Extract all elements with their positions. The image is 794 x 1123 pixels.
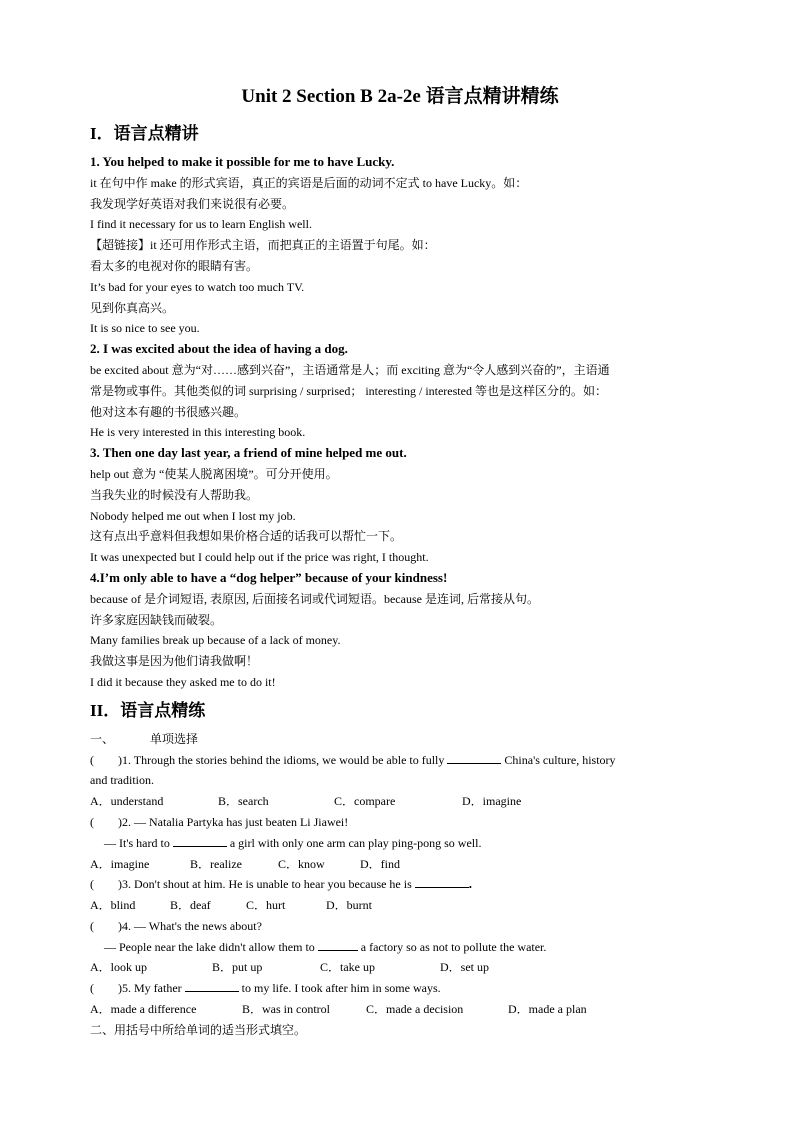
option-b[interactable]: B．put up (212, 960, 263, 975)
point-3-example-en-2: It was unexpected but I could help out if the price was right, I thought. (90, 550, 429, 565)
option-d[interactable]: D．find (360, 856, 400, 871)
question-3-options (90, 895, 710, 916)
part-1-label: 单项选择 (150, 731, 199, 746)
point-4-note: because of 是介词短语, 表原因, 后面接名词或代词短语。because 是连词, 后常接从句。 (90, 591, 539, 606)
option-d[interactable]: D．set up (440, 960, 489, 975)
point-1-example-cn-3: 见到你真高兴。 (90, 300, 175, 315)
point-4-example-cn-2: 我做这事是因为他们请我做啊！ (90, 654, 259, 669)
point-1-link-note: 【超链接】it 还可用作形式主语，而把真正的主语置于句尾。如： (90, 238, 436, 253)
option-c[interactable]: C．take up (320, 960, 375, 975)
option-b[interactable]: B．realize (190, 856, 242, 871)
point-4-example-en: Many families break up because of a lack of money. (90, 633, 341, 648)
part-1-number: 一、 (90, 731, 115, 746)
question-2-reply (90, 833, 710, 854)
question-4-reply (90, 937, 710, 958)
question-5-options (90, 999, 710, 1020)
answer-blank[interactable] (318, 938, 358, 951)
point-4-heading: 4.I’m only able to have a “dog helper” because of your kindness! (90, 569, 448, 585)
question-2-options (90, 854, 710, 875)
question-2-text: 2. — Natalia Partyka has just beaten Li Jiawei! (122, 814, 349, 829)
option-a[interactable]: A．understand (90, 794, 164, 809)
question-5-stem (90, 978, 710, 999)
point-1-heading: 1. You helped to make it possible for me to have Lucky. (90, 154, 395, 169)
option-b[interactable]: B．search (218, 794, 269, 809)
point-3-note: help out 意为 “使某人脱离困境”。可分开使用。 (90, 466, 338, 481)
point-3-heading: 3. Then one day last year, a friend of mine helped me out. (90, 445, 407, 461)
point-4-example-cn: 许多家庭因缺钱而破裂。 (90, 612, 223, 627)
section-heading-exercises: II．语言点精练 (90, 700, 206, 720)
option-c[interactable]: C．know (278, 856, 325, 871)
answer-blank[interactable] (447, 751, 501, 764)
question-4-stem (90, 916, 710, 937)
question-1-stem-cont: and tradition. (90, 773, 154, 788)
question-1-stem (90, 750, 710, 771)
question-2-reply-b: a girl with only one arm can play ping-pong so well. (229, 835, 482, 850)
point-3-example-en: Nobody helped me out when I lost my job. (90, 508, 296, 523)
point-2-example-en: He is very interested in this interesting book. (90, 425, 306, 440)
answer-paren[interactable]: ( ) (90, 918, 122, 933)
question-2-reply-a: — It's hard to (104, 835, 170, 850)
worksheet-page (90, 84, 710, 1041)
question-3-text-a: 3. Don't shout at him. He is unable to hear you because he is (122, 877, 412, 892)
answer-paren[interactable]: ( ) (90, 814, 122, 829)
part-1-heading (90, 729, 710, 750)
point-1-example-en: I find it necessary for us to learn English well. (90, 217, 312, 232)
question-4-reply-a: — People near the lake didn't allow them to (104, 939, 315, 954)
point-3-example-cn: 当我失业的时候没有人帮助我。 (90, 487, 259, 502)
point-1-example-en-2: It’s bad for your eyes to watch too much TV. (90, 279, 305, 294)
question-5-text-a: 5. My father (122, 981, 182, 996)
answer-blank[interactable] (415, 875, 469, 888)
option-b[interactable]: B．was in control (242, 1002, 330, 1017)
question-1-text-a: 1. Through the stories behind the idioms, we would be able to fully (122, 752, 445, 767)
part-2-heading: 二、用括号中所给单词的适当形式填空。 (90, 1022, 307, 1037)
page-title: Unit 2 Section B 2a-2e 语言点精讲精练 (241, 86, 559, 107)
point-3-example-cn-2: 这有点出乎意料但我想如果价格合适的话我可以帮忙一下。 (90, 529, 403, 544)
option-c[interactable]: C．compare (334, 794, 396, 809)
question-3-stem (90, 874, 710, 895)
point-1-example-en-3: It is so nice to see you. (90, 321, 200, 336)
answer-blank[interactable] (185, 979, 239, 992)
point-1-note: it 在句中作 make 的形式宾语，真正的宾语是后面的动词不定式 to have Lucky。如： (90, 175, 528, 190)
point-1-example-cn-2: 看太多的电视对你的眼睛有害。 (90, 258, 259, 273)
point-2-heading: 2. I was excited about the idea of having a dog. (90, 341, 348, 357)
option-a[interactable]: A．imagine (90, 856, 150, 871)
section-heading-explanations: I．语言点精讲 (90, 124, 199, 143)
point-1-example-cn: 我发现学好英语对我们来说很有必要。 (90, 196, 295, 211)
option-d[interactable]: D．imagine (462, 794, 522, 809)
point-2-note-1: be excited about 意为“对……感到兴奋”，主语通常是人；而 exciting 意为“令人感到兴奋的”，主语通 (90, 362, 610, 377)
question-4-options (90, 957, 710, 978)
answer-paren[interactable]: ( ) (90, 981, 122, 996)
option-c[interactable]: C．made a decision (366, 1002, 464, 1017)
option-d[interactable]: D．made a plan (508, 1002, 587, 1017)
point-2-note-2: 常是物或事件。其他类似的词 surprising / surprised； interesting / interested 等也是这样区分的。如： (90, 383, 607, 398)
point-4-example-en-2: I did it because they asked me to do it! (90, 674, 276, 689)
question-1-options (90, 791, 710, 812)
option-b[interactable]: B．deaf (170, 898, 211, 913)
point-2-example-cn: 他对这本有趣的书很感兴趣。 (90, 404, 247, 419)
question-5-text-b: to my life. I took after him in some ways. (241, 981, 441, 996)
option-a[interactable]: A．blind (90, 898, 136, 913)
answer-paren[interactable]: ( ) (90, 877, 122, 892)
option-a[interactable]: A．look up (90, 960, 148, 975)
option-d[interactable]: D．burnt (326, 898, 372, 913)
question-4-reply-b: a factory so as not to pollute the water. (360, 939, 547, 954)
answer-paren[interactable]: ( ) (90, 752, 122, 767)
question-2-stem (90, 812, 710, 833)
question-3-text-b: . (468, 876, 473, 892)
option-a[interactable]: A．made a difference (90, 1002, 197, 1017)
question-4-text: 4. — What's the news about? (122, 918, 262, 933)
answer-blank[interactable] (173, 834, 227, 847)
option-c[interactable]: C．hurt (246, 898, 286, 913)
question-1-text-b: China's culture, history (504, 752, 616, 767)
